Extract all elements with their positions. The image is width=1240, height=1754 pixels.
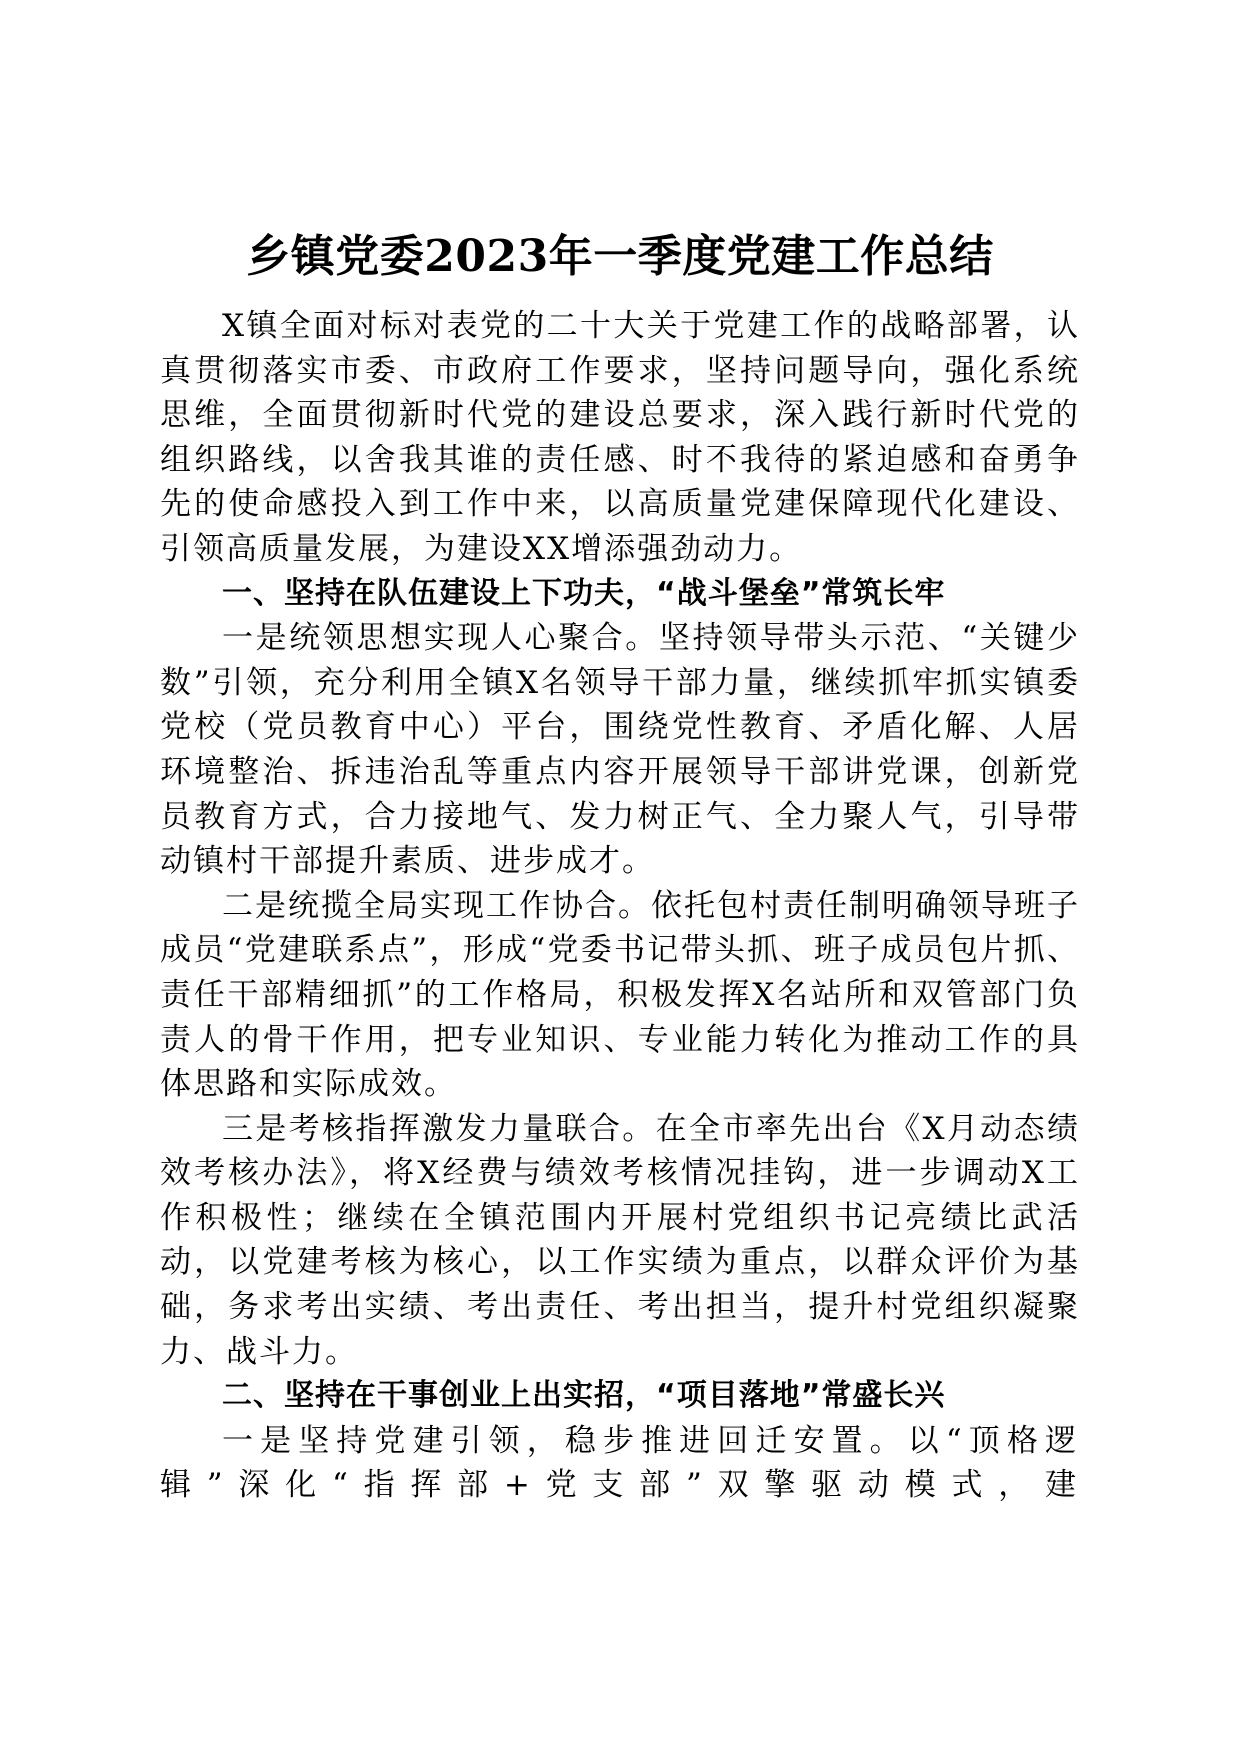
- section-1-paragraph-1: 一是统领思想实现人心聚合。坚持领导带头示范、“关键少数”引领，充分利用全镇X名领导干部力量，继续抓牢抓实镇委党校（党员教育中心）平台，围绕党性教育、矛盾化解、人居环境整治、拆违治乱等重点内容开展领导干部讲党课，创新党员教育方式，合力接地气、发力树正气、全力聚人气，引导带动镇村干部提升素质、进步成才。: [160, 620, 1080, 880]
- section-1-paragraph-3: 三是考核指挥激发力量联合。在全市率先出台《X月动态绩效考核办法》，将X经费与绩效考核情况挂钩，进一步调动X工作积极性；继续在全镇范围内开展村党组织书记亮绩比武活动，以党建考核为核心，以工作实绩为重点，以群众评价为基础，务求考出实绩、考出责任、考出担当，提升村党组织凝聚力、战斗力。: [160, 1110, 1080, 1370]
- intro-paragraph: X镇全面对标对表党的二十大关于党建工作的战略部署，认真贯彻落实市委、市政府工作要求，坚持问题导向，强化系统思维，全面贯彻新时代党的建设总要求，深入践行新时代党的组织路线，以舍我其谁的责任感、时不我待的紧迫感和奋勇争先的使命感投入到工作中来，以高质量党建保障现代化建设、引领高质量发展，为建设XX增添强劲动力。: [160, 308, 1080, 567]
- section-heading-1: 一、坚持在队伍建设上下功夫，“战斗堡垒”常筑长牢: [222, 575, 946, 611]
- section-1-paragraph-2: 二是统揽全局实现工作协合。依托包村责任制明确领导班子成员“党建联系点”，形成“党委书记带头抓、班子成员包片抓、责任干部精细抓”的工作格局，积极发挥X名站所和双管部门负责人的骨干作用，把专业知识、专业能力转化为推动工作的具体思路和实际成效。: [160, 887, 1080, 1103]
- section-2-paragraph-1: 一是坚持党建引领，稳步推进回迁安置。以“顶格逻辑”深化“指挥部+党支部”双擎驱动模式，建: [160, 1422, 1080, 1504]
- section-heading-2: 二、坚持在干事创业上出实招，“项目落地”常盛长兴: [222, 1378, 946, 1414]
- document-body: [160, 222, 1080, 1508]
- document-title: 乡镇党委2023年一季度党建工作总结: [246, 231, 994, 282]
